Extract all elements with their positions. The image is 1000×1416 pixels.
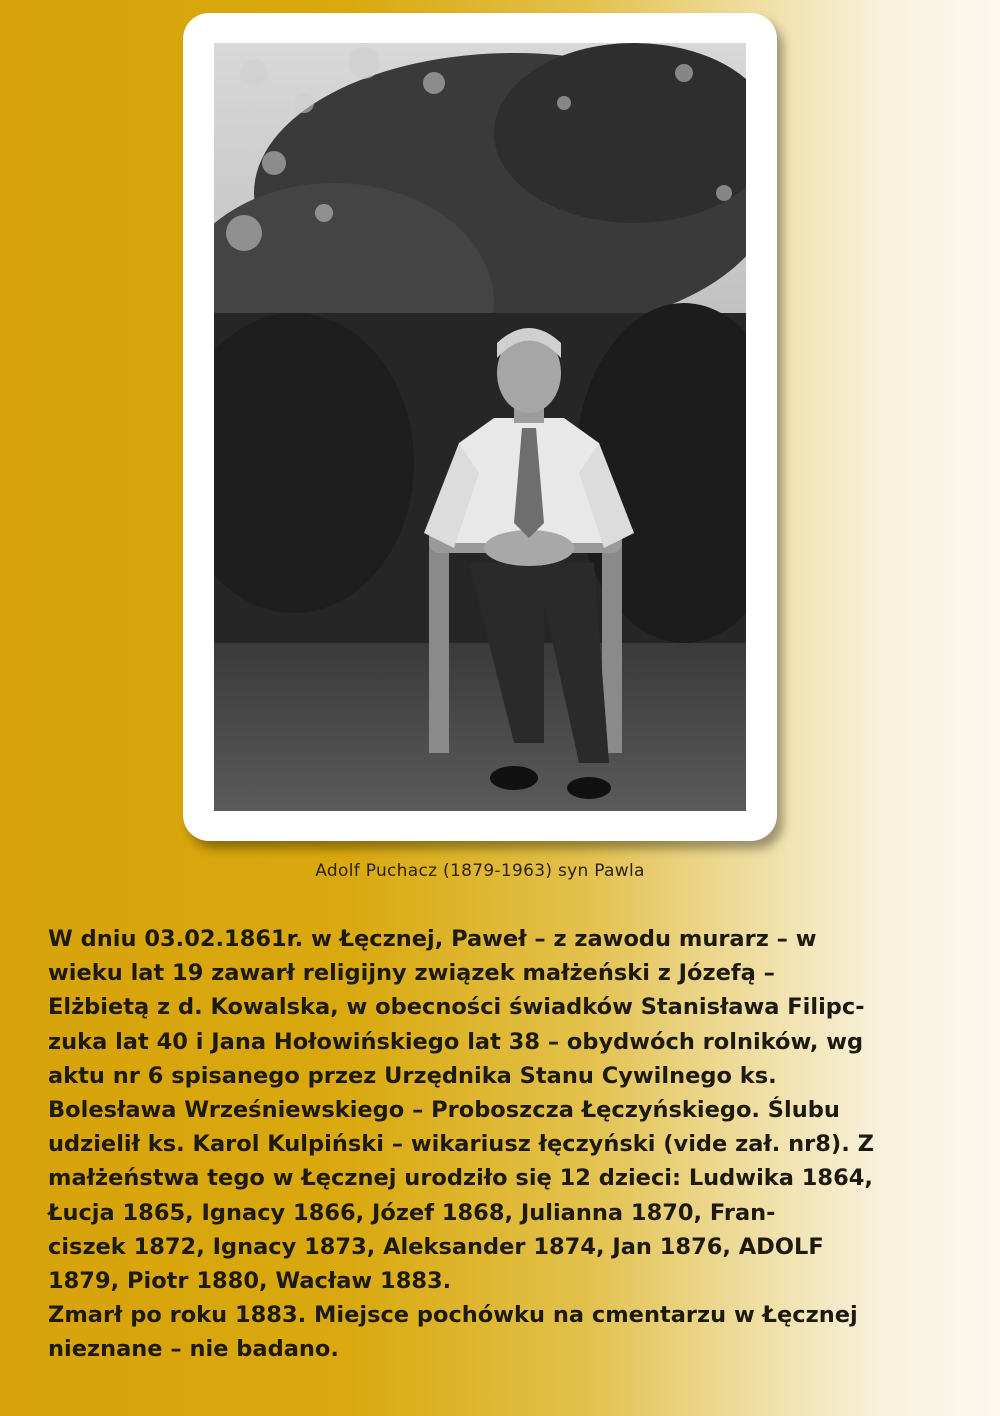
bio-line: nieznane – nie badano.: [48, 1336, 339, 1363]
bio-line: udzielił ks. Karol Kulpiński – wikariusz łęczyński (vide zał. nr8). Z: [48, 1131, 874, 1158]
portrait-photo: [214, 43, 746, 811]
bio-line: Łucja 1865, Ignacy 1866, Józef 1868, Julianna 1870, Fran-: [48, 1199, 776, 1226]
bio-line: Zmarł po roku 1883. Miejsce pochówku na cmentarzu w Łęcznej: [48, 1302, 858, 1329]
bio-line: Elżbietą z d. Kowalska, w obecności świadków Stanisława Filipc-: [48, 994, 865, 1021]
biography-text: [48, 922, 968, 1367]
bio-line: aktu nr 6 spisanego przez Urzędnika Stanu Cywilnego ks.: [48, 1062, 777, 1089]
bio-line: ciszek 1872, Ignacy 1873, Aleksander 1874, Jan 1876, ADOLF: [48, 1233, 824, 1260]
bio-line: zuka lat 40 i Jana Hołowińskiego lat 38 – obydwóch rolników, wg: [48, 1028, 864, 1055]
photo-caption: Adolf Puchacz (1879-1963) syn Pawla: [315, 861, 645, 881]
bio-line: Bolesława Wrześniewskiego – Proboszcza Łęczyńskiego. Ślubu: [48, 1097, 840, 1124]
bio-line: małżeństwa tego w Łęcznej urodziło się 12 dzieci: Ludwika 1864,: [48, 1165, 873, 1192]
bio-line: wieku lat 19 zawarł religijny związek małżeński z Józefą –: [48, 960, 775, 987]
bio-line: W dniu 03.02.1861r. w Łęcznej, Paweł – z zawodu murarz – w: [48, 926, 817, 952]
bio-line: 1879, Piotr 1880, Wacław 1883.: [48, 1268, 452, 1295]
portrait-photo-illustration: [214, 43, 746, 811]
photo-frame: [183, 13, 777, 841]
